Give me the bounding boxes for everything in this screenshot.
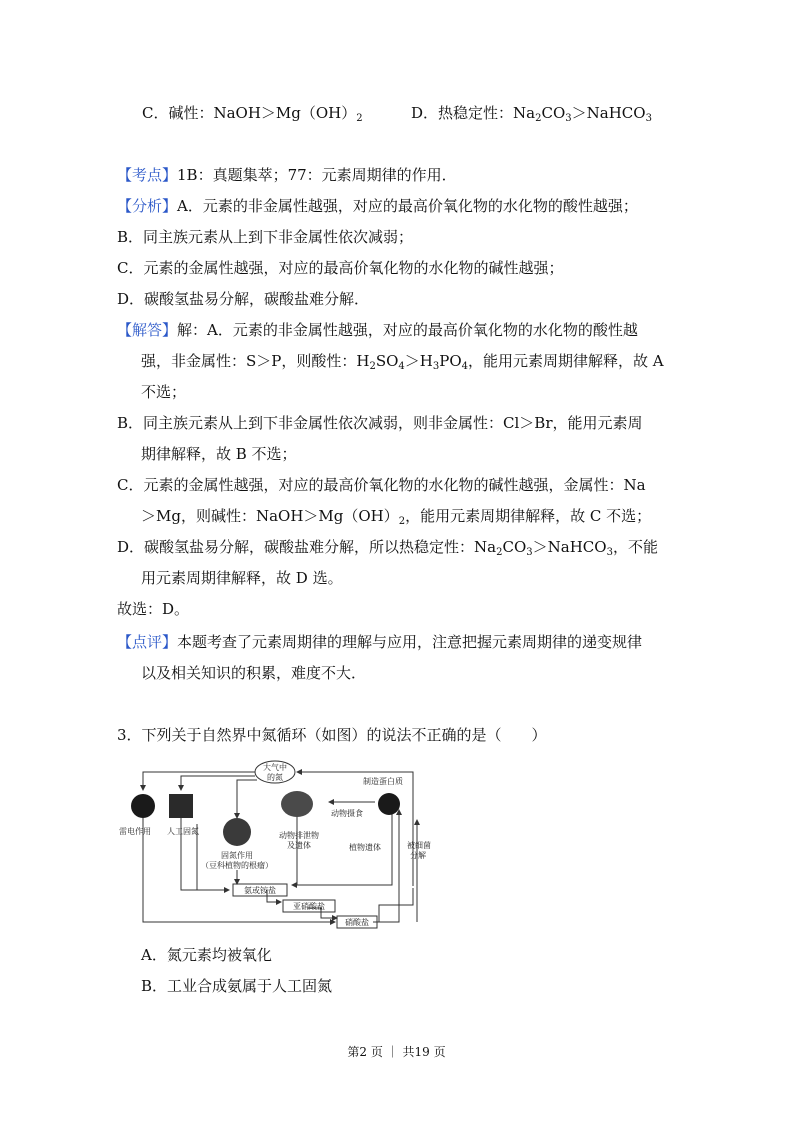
fenxi-tag: 【分析】 [117,197,178,215]
label-nitrate: 硝酸盐 [345,918,369,927]
label-animal-waste-2: 及遗体 [287,841,311,850]
page-footer: 第2 页 ｜ 共19 页 [347,1045,446,1059]
t: D．碳酸氢盐易分解，碳酸盐难分解，所以热稳定性：Na [117,538,497,556]
sub: 2 [535,113,542,124]
fenxi-line-2: B．同主族元素从上到下非金属性依次减弱； [117,228,414,246]
t: ＞H [404,352,433,370]
label-ammonia: 氨或铵盐 [244,886,276,895]
fenxi-line-1 [117,196,638,216]
label-animal-waste-1: 动物排泄物 [279,831,319,840]
dianping-line-1 [117,632,642,652]
option-c-text: C．碱性：NaOH＞Mg（OH） [142,104,357,122]
plant-picture [378,793,400,815]
jieda-line-1 [117,320,638,340]
kaodian-text: 1B：真题集萃；77：元素周期律的作用． [177,166,457,184]
label-atmosphere-1: 大气中 [263,763,287,772]
question-3-stem: 3．下列关于自然界中氮循环（如图）的说法不正确的是（ ） [117,726,547,744]
t: PO [439,352,462,370]
t: 强，非金属性：S＞P，则酸性：H [141,352,370,370]
sub: 3 [645,113,652,124]
t: ，不能 [612,538,658,556]
label-bacteria-2: 分解 [410,851,426,860]
sub: 3 [565,113,572,124]
kaodian-tag: 【考点】 [117,166,178,184]
answer-line: 故选：D。 [117,600,190,618]
label-fixation-2: （豆科植物的根瘤） [201,861,273,870]
sub: 3 [606,547,613,558]
lightning-picture [131,794,155,818]
nitrogen-cycle-diagram [117,760,435,936]
label-bacteria-1: 被细菌 [407,841,431,850]
jieda-text: 解：A．元素的非金属性越强，对应的最高价氧化物的水化物的酸性越 [177,321,638,339]
label-lightning: 雷电作用 [119,827,151,836]
t: ＞Mg，则碱性：NaOH＞Mg（OH） [141,507,399,525]
jieda-line-2 [141,351,664,371]
dianping-line-2: 以及相关知识的积累，难度不大． [141,664,367,682]
sub: 2 [356,113,363,124]
fenxi-line-3: C．元素的金属性越强，对应的最高价氧化物的水化物的碱性越强； [117,259,564,277]
sub: 4 [461,361,469,372]
t: ＞NaHCO [532,538,607,556]
jieda-line-8 [117,537,658,557]
t: ，能用元素周期律解释，故 A [468,352,664,370]
factory-picture [169,794,193,818]
label-atmosphere-2: 的氮 [267,773,283,782]
root-nodule-picture [223,818,251,846]
question-3-option-a: A．氮元素均被氧化 [141,946,272,964]
kaodian [117,165,457,185]
jieda-tag: 【解答】 [117,321,178,339]
option-d [411,103,652,123]
fenxi-line-4: D．碳酸氢盐易分解，碳酸盐难分解． [117,290,370,308]
label-nitrite: 亚硝酸盐 [293,902,325,911]
opt-d-t3: ＞NaHCO [571,104,646,122]
opt-d-t2: CO [541,104,566,122]
label-protein: 制造蛋白质 [363,777,403,786]
fenxi-text: A．元素的非金属性越强，对应的最高价氧化物的水化物的酸性越强； [177,197,638,215]
label-animal-eat: 动物摄食 [331,809,363,818]
label-plant: 植物遗体 [349,843,381,852]
opt-d-t1: D．热稳定性：Na [411,104,536,122]
t: SO [375,352,399,370]
dianping-tag: 【点评】 [117,633,178,651]
sub: 2 [369,361,376,372]
dianping-text: 本题考查了元素周期律的理解与应用，注意把握元素周期律的递变规律 [177,633,643,651]
sub: 2 [398,516,406,527]
jieda-line-7 [141,506,651,526]
t: CO [502,538,527,556]
sub: 4 [398,361,405,372]
label-fixation-1: 固氮作用 [221,851,253,860]
jieda-line-6: C．元素的金属性越强，对应的最高价氧化物的水化物的碱性越强，金属性：Na [117,476,646,494]
jieda-line-3: 不选； [141,383,187,401]
label-artificial: 人工固氮 [167,827,199,836]
sub: 3 [526,547,533,558]
jieda-line-9: 用元素周期律解释，故 D 选。 [141,569,343,587]
question-3-option-b: B．工业合成氨属于人工固氮 [141,977,333,995]
option-c [142,103,363,123]
animal-picture [281,791,313,817]
sub: 3 [432,361,440,372]
t: ，能用元素周期律解释，故 C 不选； [405,507,652,525]
jieda-line-4: B．同主族元素从上到下非金属性依次减弱，则非金属性：Cl＞Br，能用元素周 [117,414,643,432]
jieda-line-5: 期律解释，故 B 不选； [141,445,297,463]
sub: 2 [496,547,503,558]
